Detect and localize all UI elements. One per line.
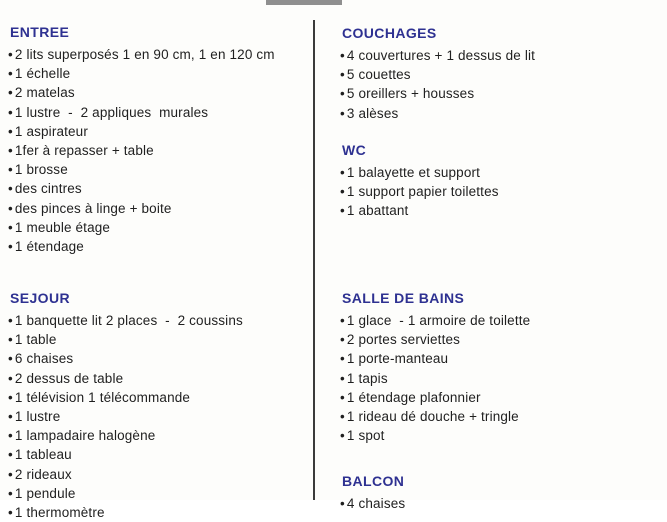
list-item-text: 1 spot <box>346 428 385 444</box>
list-item-text: 4 couvertures + 1 dessus de lit <box>346 48 536 63</box>
section-salle-de-bains <box>340 289 662 445</box>
bullet-icon: • <box>8 466 13 482</box>
list-item-text: 2 matelas <box>14 85 75 101</box>
bullet-icon: • <box>8 370 13 386</box>
bullet-icon: • <box>8 162 13 178</box>
section-sejour <box>8 289 308 522</box>
bullet-icon: • <box>340 86 345 102</box>
bullet-icon: • <box>340 332 345 348</box>
list-item <box>340 349 662 368</box>
list-item <box>8 103 308 122</box>
list-item <box>8 199 308 218</box>
list-item-text: 6 chaises <box>14 351 74 367</box>
list-item-text: 1fer à repasser + table <box>14 143 154 159</box>
list-item <box>340 182 662 201</box>
bullet-icon: • <box>8 332 13 348</box>
list-item-text: des pinces à linge + boite <box>14 200 172 216</box>
list-item-text: 1 étendage plafonnier <box>346 389 481 405</box>
list-item <box>8 445 308 464</box>
list-item-text: 1 aspirateur <box>14 123 88 139</box>
bullet-icon: • <box>8 181 13 197</box>
list-item-text: des cintres <box>14 181 82 197</box>
bullet-icon: • <box>8 409 13 425</box>
left-column <box>8 0 308 521</box>
list-item-text: 1 support papier toilettes <box>346 184 499 200</box>
bullet-icon: • <box>8 143 13 159</box>
section-title: COUCHAGES <box>342 25 437 41</box>
list-item-text: 1 échelle <box>14 66 71 82</box>
list-item-text: 2 dessus de table <box>14 370 124 386</box>
list-item <box>8 503 308 522</box>
bullet-icon: • <box>340 184 345 200</box>
item-list <box>8 45 308 256</box>
item-list <box>8 311 308 522</box>
list-item <box>340 407 662 426</box>
list-item <box>8 388 308 407</box>
list-item-text: 1 télévision 1 télécommande <box>14 389 191 405</box>
list-item-text: 1 lustre <box>14 409 61 425</box>
bullet-icon: • <box>8 505 13 521</box>
item-list <box>340 46 662 123</box>
list-item-text: 1 rideau dé douche + tringle <box>346 409 519 425</box>
list-item-text: 1 lustre - 2 appliques murales <box>14 104 209 120</box>
list-item <box>340 84 662 103</box>
bullet-icon: • <box>340 313 345 328</box>
list-item-text: 5 couettes <box>346 67 411 83</box>
section-title: SALLE DE BAINS <box>342 290 465 306</box>
list-item-text: 2 lits superposés 1 en 90 cm, 1 en 120 cm <box>14 47 275 62</box>
list-item <box>340 388 662 407</box>
list-item-text: 2 portes serviettes <box>346 332 461 348</box>
bullet-icon: • <box>340 48 345 63</box>
bullet-icon: • <box>340 67 345 83</box>
section-couchages <box>340 24 662 123</box>
section-entree <box>8 23 308 256</box>
list-item-text: 1 meuble étage <box>14 219 111 235</box>
bullet-icon: • <box>8 313 13 328</box>
list-item-text: 1 glace - 1 armoire de toilette <box>346 313 531 328</box>
list-item <box>8 369 308 388</box>
bullet-icon: • <box>340 389 345 405</box>
section-title: BALCON <box>342 473 405 489</box>
bullet-icon: • <box>8 239 13 255</box>
list-item-text: 1 banquette lit 2 places - 2 coussins <box>14 313 243 328</box>
list-item <box>340 46 662 65</box>
list-item <box>340 494 662 513</box>
bullet-icon: • <box>8 485 13 501</box>
bullet-icon: • <box>340 351 345 367</box>
list-item-text: 1 brosse <box>14 162 68 178</box>
list-item <box>8 407 308 426</box>
bullet-icon: • <box>8 85 13 101</box>
list-item <box>8 122 308 141</box>
list-item <box>340 311 662 330</box>
bullet-icon: • <box>8 104 13 120</box>
list-item <box>8 83 308 102</box>
list-item-text: 1 thermomètre <box>14 505 105 521</box>
bullet-icon: • <box>340 370 345 386</box>
list-item-text: 1 abattant <box>346 203 409 219</box>
list-item <box>8 426 308 445</box>
list-item-text: 1 tapis <box>346 370 388 386</box>
bullet-icon: • <box>340 165 345 180</box>
list-item-text: 1 tableau <box>14 447 72 463</box>
list-item-text: 1 pendule <box>14 485 76 501</box>
bullet-icon: • <box>8 200 13 216</box>
list-item <box>8 141 308 160</box>
bullet-icon: • <box>340 203 345 219</box>
bullet-icon: • <box>340 409 345 425</box>
list-item-text: 1 lampadaire halogène <box>14 428 156 444</box>
bullet-icon: • <box>340 428 345 444</box>
item-list <box>340 311 662 445</box>
bullet-icon: • <box>340 105 345 121</box>
bullet-icon: • <box>8 66 13 82</box>
list-item <box>8 45 308 64</box>
section-title: WC <box>342 142 367 158</box>
right-column <box>340 0 662 511</box>
section-wc <box>340 141 662 221</box>
list-item-text: 1 étendage <box>14 239 84 255</box>
list-item <box>340 426 662 445</box>
item-list <box>340 494 662 513</box>
list-item-text: 1 balayette et support <box>346 165 481 180</box>
list-item <box>8 349 308 368</box>
list-item-text: 1 table <box>14 332 57 348</box>
list-item-text: 5 oreillers + housses <box>346 86 475 102</box>
bullet-icon: • <box>340 496 345 511</box>
section-balcon <box>340 472 662 513</box>
list-item <box>340 201 662 220</box>
item-list <box>340 163 662 221</box>
list-item <box>8 465 308 484</box>
list-item-text: 4 chaises <box>346 496 406 511</box>
bullet-icon: • <box>8 447 13 463</box>
bullet-icon: • <box>8 428 13 444</box>
list-item-text: 3 alèses <box>346 105 399 121</box>
bullet-icon: • <box>8 219 13 235</box>
list-item <box>8 484 308 503</box>
bullet-icon: • <box>8 47 13 62</box>
bullet-icon: • <box>8 389 13 405</box>
list-item <box>340 104 662 123</box>
list-item-text: 2 rideaux <box>14 466 72 482</box>
list-item <box>8 330 308 349</box>
column-divider-rule <box>313 20 315 500</box>
list-item <box>8 218 308 237</box>
list-item <box>340 330 662 349</box>
list-item <box>8 179 308 198</box>
list-item-text: 1 porte-manteau <box>346 351 449 367</box>
bullet-icon: • <box>8 123 13 139</box>
list-item <box>340 369 662 388</box>
section-title: SEJOUR <box>10 290 70 306</box>
bullet-icon: • <box>8 351 13 367</box>
list-item <box>8 160 308 179</box>
list-item <box>8 64 308 83</box>
list-item <box>8 237 308 256</box>
list-item <box>8 311 308 330</box>
list-item <box>340 163 662 182</box>
section-title: ENTREE <box>10 24 70 40</box>
list-item <box>340 65 662 84</box>
